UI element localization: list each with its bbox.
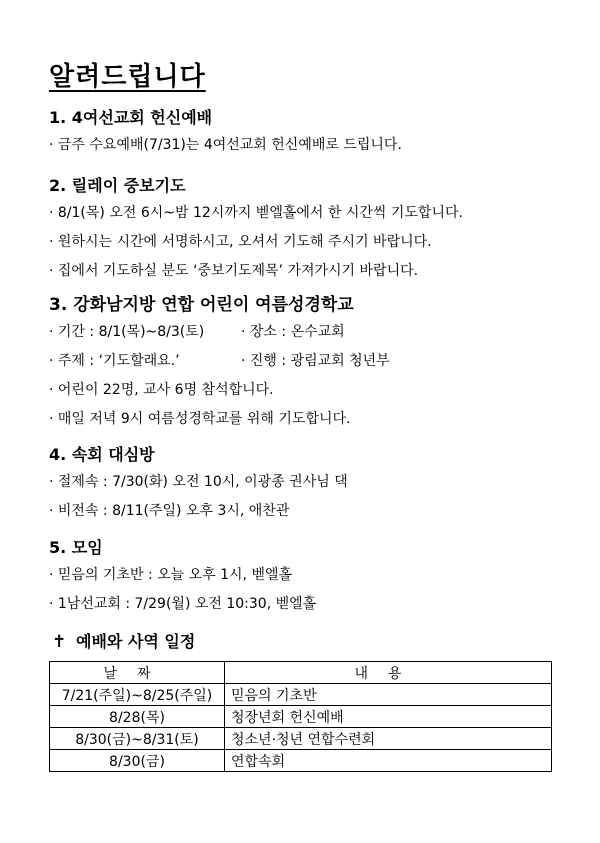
row-content: 청장년회 헌신예배 bbox=[225, 706, 552, 728]
section-1-line-1: · 금주 수요예배(7/31)는 4여선교회 헌신예배로 드립니다. bbox=[49, 137, 402, 153]
period-text: · 기간 : 8/1(목)~8/3(토) bbox=[49, 324, 205, 340]
section-1-heading: 1. 4여선교회 헌신예배 bbox=[49, 108, 213, 127]
schedule-table bbox=[49, 661, 552, 772]
section-5-heading: 5. 모임 bbox=[49, 538, 103, 557]
row-content: 믿음의 기초반 bbox=[225, 684, 552, 706]
column-header-content: 내용 bbox=[225, 662, 552, 684]
section-3-heading: 3. 강화남지방 연합 어린이 여름성경학교 bbox=[49, 295, 354, 315]
row-date: 8/30(금) bbox=[50, 750, 225, 772]
section-2 bbox=[49, 176, 463, 291]
row-content: 청소년·청년 연합수련회 bbox=[225, 728, 552, 750]
table-row bbox=[50, 750, 552, 772]
table-row bbox=[50, 728, 552, 750]
table-row bbox=[50, 706, 552, 728]
section-5-line-2: · 1남선교회 : 7/29(월) 오전 10:30, 벧엘홀 bbox=[49, 596, 317, 612]
section-3-line-2: · 매일 저녁 9시 여름성경학교를 위해 기도합니다. bbox=[49, 411, 351, 427]
section-3-row-2 bbox=[49, 352, 390, 370]
section-2-heading: 2. 릴레이 중보기도 bbox=[49, 176, 186, 195]
section-3-line-1: · 어린이 22명, 교사 6명 참석합니다. bbox=[49, 382, 274, 398]
section-4-line-2: · 비전속 : 8/11(주일) 오후 3시, 애찬관 bbox=[49, 503, 290, 519]
theme-text: · 주제 : ‘기도할래요.’ bbox=[49, 353, 180, 369]
section-5 bbox=[49, 538, 316, 624]
section-2-line-2: · 원하시는 시간에 서명하시고, 오셔서 기도해 주시기 바랍니다. bbox=[49, 234, 432, 250]
schedule-heading bbox=[52, 629, 195, 652]
host-text: · 진행 : 광림교회 청년부 bbox=[241, 353, 390, 369]
schedule-heading-text: 예배와 사역 일정 bbox=[76, 632, 196, 651]
section-3 bbox=[49, 295, 390, 439]
section-1 bbox=[49, 108, 402, 165]
row-date: 8/28(목) bbox=[50, 706, 225, 728]
section-4 bbox=[49, 445, 348, 531]
row-date: 7/21(주일)~8/25(주일) bbox=[50, 684, 225, 706]
section-4-line-1: · 절제속 : 7/30(화) 오전 10시, 이광종 권사님 댁 bbox=[49, 474, 348, 490]
page-title: 알려드립니다 bbox=[49, 62, 206, 92]
section-2-line-1: · 8/1(목) 오전 6시~밤 12시까지 벧엘홀에서 한 시간씩 기도합니다. bbox=[49, 205, 463, 221]
section-2-line-3: · 집에서 기도하실 분도 ‘중보기도제목’ 가져가시기 바랍니다. bbox=[49, 263, 419, 279]
table-row bbox=[50, 684, 552, 706]
cross-icon: ✝ bbox=[52, 632, 67, 652]
venue-text: · 장소 : 온수교회 bbox=[241, 324, 345, 340]
schedule-header-row bbox=[50, 662, 552, 684]
row-content: 연합속회 bbox=[225, 750, 552, 772]
row-date: 8/30(금)~8/31(토) bbox=[50, 728, 225, 750]
column-header-date: 날짜 bbox=[50, 662, 225, 684]
section-5-line-1: · 믿음의 기초반 : 오늘 오후 1시, 벧엘홀 bbox=[49, 567, 293, 583]
section-4-heading: 4. 속회 대심방 bbox=[49, 445, 155, 464]
section-3-row-1 bbox=[49, 323, 390, 341]
